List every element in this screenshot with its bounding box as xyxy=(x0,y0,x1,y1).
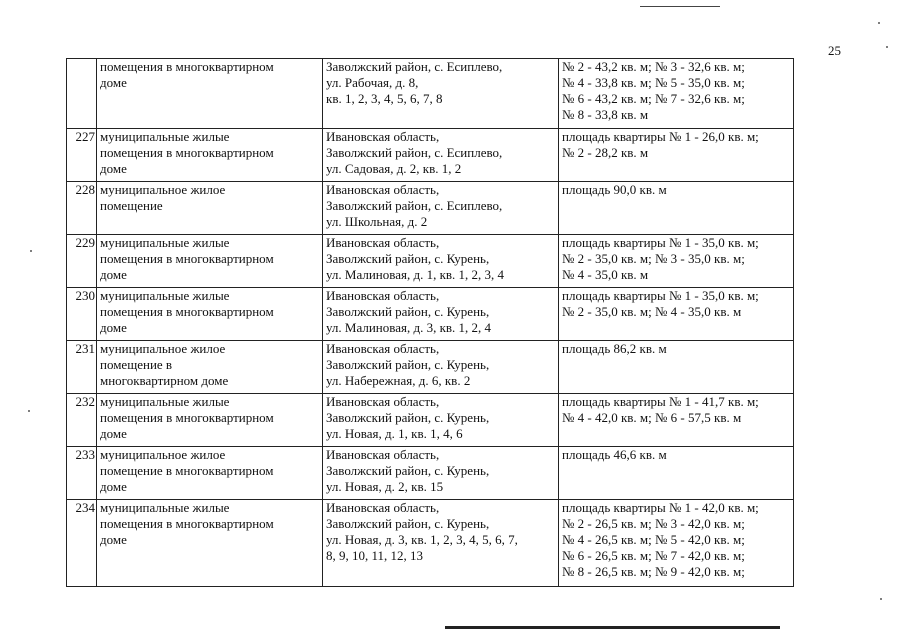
scan-speck xyxy=(880,598,882,600)
cell-line: муниципальное жилое xyxy=(100,182,226,197)
cell-line: площадь квартиры № 1 - 42,0 кв. м; xyxy=(562,500,759,515)
cell-line: помещение в многоквартирном xyxy=(100,463,274,478)
table-row xyxy=(67,500,794,587)
object-area-cell xyxy=(559,341,794,394)
cell-line: кв. 1, 2, 3, 4, 5, 6, 7, 8 xyxy=(326,91,443,106)
object-address-cell xyxy=(323,288,559,341)
cell-line: Заволжский район, с. Курень, xyxy=(326,251,490,266)
cell-line: муниципальное жилое xyxy=(100,447,226,462)
cell-line: № 6 - 43,2 кв. м; № 7 - 32,6 кв. м; xyxy=(562,91,745,106)
cell-line: ул. Новая, д. 3, кв. 1, 2, 3, 4, 5, 6, 7, xyxy=(326,532,518,547)
table-row xyxy=(67,288,794,341)
cell-line: № 2 - 43,2 кв. м; № 3 - 32,6 кв. м; xyxy=(562,59,745,74)
cell-line: ул. Школьная, д. 2 xyxy=(326,214,428,229)
row-number: 234 xyxy=(67,500,97,587)
cell-line: помещение xyxy=(100,198,163,213)
cell-line: многоквартирном доме xyxy=(100,373,229,388)
cell-line: помещения в многоквартирном xyxy=(100,304,274,319)
object-address-cell xyxy=(323,235,559,288)
cell-line: площадь квартиры № 1 - 26,0 кв. м; xyxy=(562,129,759,144)
cell-line: доме xyxy=(100,161,127,176)
registry-table-body xyxy=(67,59,794,587)
object-area-cell xyxy=(559,59,794,129)
cell-line: № 4 - 35,0 кв. м xyxy=(562,267,649,282)
cell-line: муниципальное жилое xyxy=(100,341,226,356)
object-description-cell xyxy=(97,59,323,129)
object-area-cell xyxy=(559,182,794,235)
cell-line: № 2 - 26,5 кв. м; № 3 - 42,0 кв. м; xyxy=(562,516,745,531)
cell-line: Ивановская область, xyxy=(326,394,440,409)
object-area-cell xyxy=(559,394,794,447)
table-row xyxy=(67,182,794,235)
object-address-cell xyxy=(323,447,559,500)
table-row xyxy=(67,394,794,447)
cell-line: Заволжский район, с. Есиплево, xyxy=(326,59,503,74)
table-row xyxy=(67,59,794,129)
object-address-cell xyxy=(323,59,559,129)
scan-speck xyxy=(28,410,30,412)
scan-bottom-mark xyxy=(445,626,780,629)
cell-line: № 2 - 28,2 кв. м xyxy=(562,145,649,160)
cell-line: № 8 - 33,8 кв. м xyxy=(562,107,649,122)
cell-line: Заволжский район, с. Курень, xyxy=(326,410,490,425)
cell-line: Заволжский район, с. Курень, xyxy=(326,357,490,372)
page-number: 25 xyxy=(828,43,841,58)
object-address-cell xyxy=(323,500,559,587)
cell-line: муниципальные жилые xyxy=(100,235,230,250)
cell-line: доме xyxy=(100,426,127,441)
object-description-cell xyxy=(97,235,323,288)
cell-line: Ивановская область, xyxy=(326,129,440,144)
cell-line: муниципальные жилые xyxy=(100,129,230,144)
object-description-cell xyxy=(97,394,323,447)
object-description-cell xyxy=(97,341,323,394)
cell-line: № 2 - 35,0 кв. м; № 3 - 35,0 кв. м; xyxy=(562,251,745,266)
scan-speck xyxy=(30,250,32,252)
object-description-cell xyxy=(97,500,323,587)
cell-line: ул. Малиновая, д. 1, кв. 1, 2, 3, 4 xyxy=(326,267,505,282)
cell-line: доме xyxy=(100,75,127,90)
cell-line: площадь 86,2 кв. м xyxy=(562,341,667,356)
cell-line: ул. Набережная, д. 6, кв. 2 xyxy=(326,373,471,388)
cell-line: Ивановская область, xyxy=(326,288,440,303)
cell-line: № 2 - 35,0 кв. м; № 4 - 35,0 кв. м xyxy=(562,304,742,319)
object-address-cell xyxy=(323,341,559,394)
row-number xyxy=(67,59,97,129)
object-description-cell xyxy=(97,288,323,341)
object-address-cell xyxy=(323,182,559,235)
object-area-cell xyxy=(559,235,794,288)
cell-line: муниципальные жилые xyxy=(100,394,230,409)
cell-line: ул. Садовая, д. 2, кв. 1, 2 xyxy=(326,161,462,176)
row-number: 233 xyxy=(67,447,97,500)
cell-line: помещения в многоквартирном xyxy=(100,410,274,425)
cell-line: площадь 90,0 кв. м xyxy=(562,182,667,197)
scan-speck xyxy=(878,22,880,24)
property-registry-table xyxy=(66,58,794,587)
cell-line: Заволжский район, с. Курень, xyxy=(326,304,490,319)
cell-line: № 4 - 33,8 кв. м; № 5 - 35,0 кв. м; xyxy=(562,75,745,90)
cell-line: № 4 - 26,5 кв. м; № 5 - 42,0 кв. м; xyxy=(562,532,745,547)
cell-line: Заволжский район, с. Курень, xyxy=(326,516,490,531)
row-number: 231 xyxy=(67,341,97,394)
cell-line: № 8 - 26,5 кв. м; № 9 - 42,0 кв. м; xyxy=(562,564,745,579)
cell-line: помещения в многоквартирном xyxy=(100,145,274,160)
object-area-cell xyxy=(559,129,794,182)
object-address-cell xyxy=(323,394,559,447)
cell-line: доме xyxy=(100,267,127,282)
cell-line: Заволжский район, с. Есиплево, xyxy=(326,198,503,213)
cell-line: Заволжский район, с. Курень, xyxy=(326,463,490,478)
object-address-cell xyxy=(323,129,559,182)
cell-line: площадь 46,6 кв. м xyxy=(562,447,667,462)
cell-line: 8, 9, 10, 11, 12, 13 xyxy=(326,548,424,563)
cell-line: помещения в многоквартирном xyxy=(100,516,274,531)
object-description-cell xyxy=(97,182,323,235)
cell-line: доме xyxy=(100,479,127,494)
cell-line: Ивановская область, xyxy=(326,182,440,197)
row-number: 230 xyxy=(67,288,97,341)
object-area-cell xyxy=(559,288,794,341)
scan-speck xyxy=(886,46,888,48)
cell-line: доме xyxy=(100,532,127,547)
cell-line: доме xyxy=(100,320,127,335)
table-row xyxy=(67,235,794,288)
cell-line: № 6 - 26,5 кв. м; № 7 - 42,0 кв. м; xyxy=(562,548,745,563)
table-row xyxy=(67,129,794,182)
cell-line: площадь квартиры № 1 - 35,0 кв. м; xyxy=(562,235,759,250)
row-number: 232 xyxy=(67,394,97,447)
cell-line: Ивановская область, xyxy=(326,341,440,356)
cell-line: ул. Новая, д. 2, кв. 15 xyxy=(326,479,444,494)
row-number: 227 xyxy=(67,129,97,182)
row-number: 229 xyxy=(67,235,97,288)
cell-line: Заволжский район, с. Есиплево, xyxy=(326,145,503,160)
cell-line: ул. Новая, д. 1, кв. 1, 4, 6 xyxy=(326,426,463,441)
cell-line: Ивановская область, xyxy=(326,500,440,515)
cell-line: ул. Рабочая, д. 8, xyxy=(326,75,419,90)
cell-line: Ивановская область, xyxy=(326,447,440,462)
cell-line: помещение в xyxy=(100,357,173,372)
row-number: 228 xyxy=(67,182,97,235)
table-row xyxy=(67,341,794,394)
cell-line: ул. Малиновая, д. 3, кв. 1, 2, 4 xyxy=(326,320,492,335)
scan-top-mark xyxy=(640,6,720,7)
cell-line: муниципальные жилые xyxy=(100,500,230,515)
table-row xyxy=(67,447,794,500)
object-description-cell xyxy=(97,129,323,182)
cell-line: площадь квартиры № 1 - 35,0 кв. м; xyxy=(562,288,759,303)
cell-line: муниципальные жилые xyxy=(100,288,230,303)
cell-line: Ивановская область, xyxy=(326,235,440,250)
cell-line: помещения в многоквартирном xyxy=(100,59,274,74)
object-area-cell xyxy=(559,500,794,587)
cell-line: № 4 - 42,0 кв. м; № 6 - 57,5 кв. м xyxy=(562,410,742,425)
object-area-cell xyxy=(559,447,794,500)
object-description-cell xyxy=(97,447,323,500)
cell-line: площадь квартиры № 1 - 41,7 кв. м; xyxy=(562,394,759,409)
cell-line: помещения в многоквартирном xyxy=(100,251,274,266)
